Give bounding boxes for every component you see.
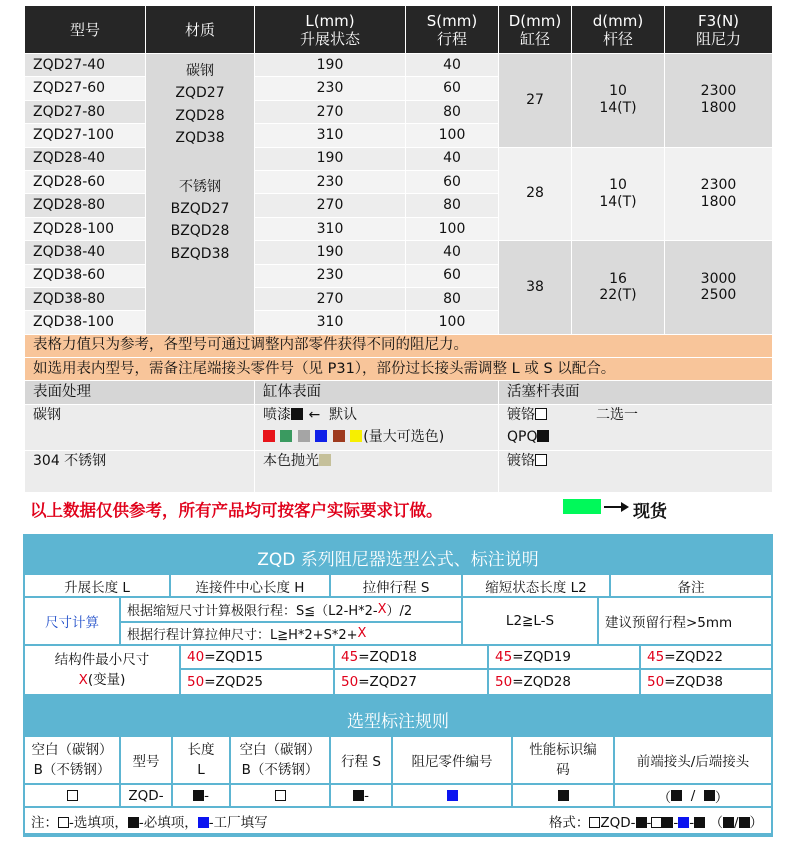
min-size-cell: 40 =ZQD15 [181, 646, 333, 668]
surface-header-row [25, 381, 773, 404]
stroke-cell: 100 [406, 124, 499, 147]
rules-length-header: 长度 L [173, 737, 229, 783]
surface-carbon-row [25, 404, 773, 450]
spec-header-row [25, 6, 773, 54]
header-bore: D(mm) 缸径 [499, 6, 572, 54]
rod-cell: 10 14(T) [572, 54, 665, 148]
filled-box-icon [739, 817, 750, 828]
header-stroke: S(mm) 行程 [406, 6, 499, 54]
min-size-cell: 50 =ZQD38 [641, 670, 771, 694]
length-cell: 310 [255, 124, 406, 147]
min-size-cell: 50 =ZQD25 [181, 670, 333, 694]
table-row [25, 54, 773, 77]
suggest-note: 建议预留行程>5mm [599, 598, 771, 644]
min-size-cell: 45 =ZQD19 [489, 646, 639, 668]
model-cell: ZQD27-100 [25, 124, 146, 147]
calc-length-formula: 根据行程计算拉伸尺寸：L≧H*2+S*2+ X [121, 623, 461, 644]
stroke-cell: 60 [406, 264, 499, 287]
formula-title: ZQD 系列阻尼器选型公式、标注说明 [257, 550, 539, 570]
length-cell: 270 [255, 194, 406, 217]
filled-box-icon [193, 790, 204, 801]
bore-cell: 28 [499, 147, 572, 241]
length-cell: 270 [255, 100, 406, 123]
force-cell: 2300 1800 [665, 54, 773, 148]
blue-box-icon [447, 790, 458, 801]
length-cell: 230 [255, 170, 406, 193]
spec-table [24, 5, 773, 493]
stroke-cell: 100 [406, 217, 499, 240]
black-swatch [291, 408, 303, 420]
filled-box-icon [558, 790, 569, 801]
length-cell: 190 [255, 54, 406, 77]
cylinder-carbon-options: 喷漆 ← 默认 (量大可选色) [255, 404, 499, 450]
filled-box-icon [671, 790, 682, 801]
rules-damper-part-value [393, 785, 511, 806]
force-note: 表格力值只为参考，各型号可通过调整内部零件获得不同的阻尼力。 [25, 334, 773, 357]
model-cell: ZQD38-40 [25, 241, 146, 264]
model-cell: ZQD28-60 [25, 170, 146, 193]
material-cell: 碳钢 ZQD27 ZQD28 ZQD38 不锈钢 BZQD27 BZQD28 BZQD38 [146, 54, 255, 335]
length-cell: 310 [255, 311, 406, 334]
legend-row [25, 808, 771, 833]
checkbox-icon [535, 408, 547, 420]
filled-box-icon [353, 790, 364, 801]
rules-stroke-header: 行程 S [331, 737, 391, 783]
model-cell: ZQD27-40 [25, 54, 146, 77]
rules-stroke-value: - [331, 785, 391, 806]
model-cell: ZQD28-100 [25, 217, 146, 240]
rules-material2-header: 空白（碳钢） B（不锈钢） [231, 737, 329, 783]
stroke-cell: 80 [406, 100, 499, 123]
stroke-cell: 80 [406, 194, 499, 217]
model-cell: ZQD28-40 [25, 147, 146, 170]
model-cell: ZQD38-60 [25, 264, 146, 287]
surface-stainless-row [25, 450, 773, 492]
remark-header: 备注 [611, 575, 771, 596]
open-box-icon [58, 817, 69, 828]
model-cell: ZQD38-80 [25, 287, 146, 310]
disclaimer: 以上数据仅供参考，所有产品均可按客户实际要求订做。 [30, 501, 443, 520]
legend-format: 格式： ZQD- - - - （ / ） [548, 814, 763, 831]
retract-length-header: 缩短状态长度 L2 [463, 575, 609, 596]
rod-cell: 10 14(T) [572, 147, 665, 241]
stroke-cell: 40 [406, 147, 499, 170]
rules-length-value: - [173, 785, 229, 806]
open-box-icon [651, 817, 662, 828]
filled-box-icon [128, 817, 139, 828]
rules-connector-value: （ / ） [615, 785, 771, 806]
model-cell: ZQD27-80 [25, 100, 146, 123]
rules-material-value [25, 785, 119, 806]
filled-box-icon [723, 817, 734, 828]
stroke-cell: 100 [406, 311, 499, 334]
rules-model-header: 型号 [121, 737, 171, 783]
calc-stroke-formula: 根据缩短尺寸计算极限行程：S≦（L2-H*2- X ）/2 [121, 598, 461, 621]
legend-note: 注： -选填项， -必填项， -工厂填写 [31, 814, 268, 831]
polish-swatch [319, 454, 331, 466]
blue-box-icon [678, 817, 689, 828]
surface-treatment-header: 表面处理 [25, 381, 255, 404]
color-swatch [315, 430, 327, 442]
filled-box-icon [636, 817, 647, 828]
stroke-header: 拉伸行程 S [331, 575, 461, 596]
header-material: 材质 [146, 6, 255, 54]
model-cell: ZQD38-100 [25, 311, 146, 334]
model-cell: ZQD28-80 [25, 194, 146, 217]
rules-material2-value [231, 785, 329, 806]
filled-box-icon [694, 817, 705, 828]
min-size-label: 结构件最小尺寸 X(变量) [25, 646, 179, 694]
stock-swatch [563, 499, 601, 514]
extend-length-header: 升展长度 L [25, 575, 169, 596]
filled-box-icon [537, 430, 549, 442]
stroke-cell: 60 [406, 170, 499, 193]
cylinder-surface-header: 缸体表面 [255, 381, 499, 404]
rules-model-value: ZQD- [121, 785, 171, 806]
rod-stainless-options: 镀铬 [499, 450, 773, 492]
length-cell: 230 [255, 264, 406, 287]
color-swatch [350, 430, 362, 442]
surface-carbon: 碳钢 [25, 404, 255, 450]
force-cell: 2300 1800 [665, 147, 773, 241]
length-cell: 230 [255, 77, 406, 100]
bore-cell: 38 [499, 241, 572, 335]
length-cell: 270 [255, 287, 406, 310]
length-cell: 310 [255, 217, 406, 240]
length-cell: 190 [255, 241, 406, 264]
min-size-cell: 50 =ZQD27 [335, 670, 487, 694]
force-cell: 3000 2500 [665, 241, 773, 335]
stroke-cell: 40 [406, 54, 499, 77]
rod-surface-header: 活塞杆表面 [499, 381, 773, 404]
stroke-cell: 40 [406, 241, 499, 264]
color-swatch [263, 430, 275, 442]
rod-cell: 16 22(T) [572, 241, 665, 335]
open-box-icon [589, 817, 600, 828]
rules-title: 选型标注规则 [347, 712, 449, 732]
open-box-icon [275, 790, 286, 801]
table-row [25, 147, 773, 170]
header-rod: d(mm) 杆径 [572, 6, 665, 54]
arrow-right-icon [621, 502, 629, 512]
header-model: 型号 [25, 6, 146, 54]
blue-box-icon [198, 817, 209, 828]
size-calc-label: 尺寸计算 [25, 598, 119, 644]
min-size-cell: 45 =ZQD18 [335, 646, 487, 668]
rules-performance-code-value [513, 785, 613, 806]
header-force: F3(N) 阻尼力 [665, 6, 773, 54]
rules-performance-code-header: 性能标识编 码 [513, 737, 613, 783]
l2-rule: L2≧L-S [463, 598, 597, 644]
connector-note: 如选用表内型号，需备注尾端接头零件号（见 P31），部份过长接头需调整 L 或 S 以配合。 [25, 358, 773, 381]
bore-cell: 27 [499, 54, 572, 148]
stroke-cell: 60 [406, 77, 499, 100]
table-row [25, 241, 773, 264]
stroke-cell: 80 [406, 287, 499, 310]
color-swatch [280, 430, 292, 442]
surface-stainless: 304 不锈钢 [25, 450, 255, 492]
cylinder-stainless-options: 本色抛光 [255, 450, 499, 492]
model-cell: ZQD27-60 [25, 77, 146, 100]
rules-material-header: 空白（碳钢） B（不锈钢） [25, 737, 119, 783]
rules-damper-part-header: 阻尼零件编号 [393, 737, 511, 783]
min-size-cell: 50 =ZQD28 [489, 670, 639, 694]
note-row [25, 334, 773, 357]
filled-box-icon [662, 817, 673, 828]
header-length: L(mm) 升展状态 [255, 6, 406, 54]
note-row [25, 358, 773, 381]
color-swatch [333, 430, 345, 442]
rod-carbon-options: 镀铬 二选一 QPQ [499, 404, 773, 450]
color-swatch [298, 430, 310, 442]
checkbox-icon [535, 454, 547, 466]
open-box-icon [67, 790, 78, 801]
min-size-cell: 45 =ZQD22 [641, 646, 771, 668]
filled-box-icon [704, 790, 715, 801]
rules-connector-header: 前端接头/后端接头 [615, 737, 771, 783]
center-length-header: 连接件中心长度 H [171, 575, 329, 596]
stock-label: 现货 [633, 502, 667, 522]
length-cell: 190 [255, 147, 406, 170]
